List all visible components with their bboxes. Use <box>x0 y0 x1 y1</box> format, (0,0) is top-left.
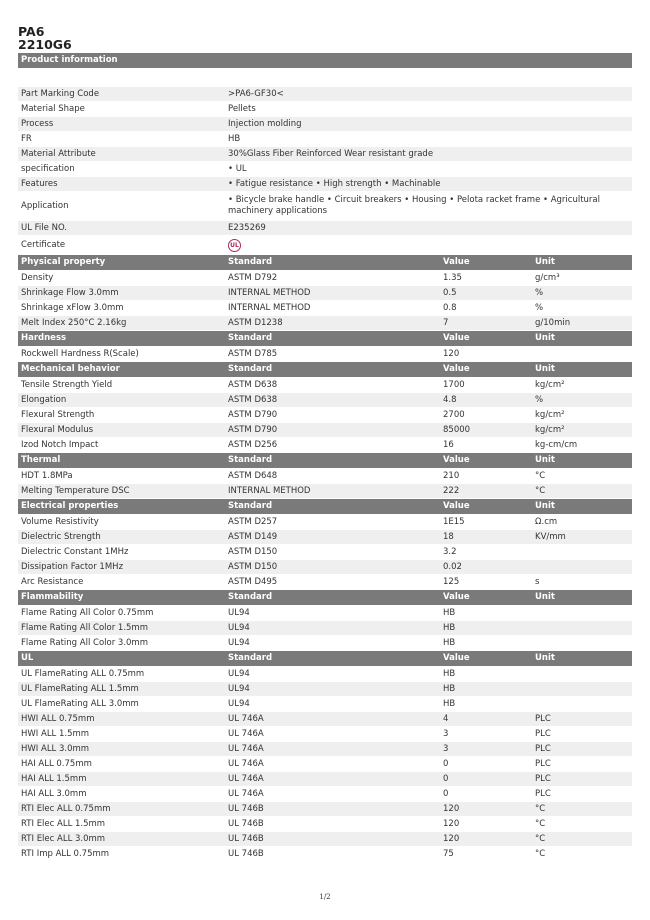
property-unit: g/10min <box>535 318 571 328</box>
section-header <box>18 651 632 666</box>
property-unit: PLC <box>535 714 551 724</box>
property-name: Dissipation Factor 1MHz <box>21 562 124 572</box>
property-unit <box>535 682 632 696</box>
section-title: Thermal <box>21 455 61 465</box>
property-row <box>18 787 632 801</box>
property-value: 120 <box>443 819 460 829</box>
property-value: 7 <box>443 318 449 328</box>
property-standard: ASTM D149 <box>228 532 278 542</box>
property-standard: UL 746B <box>228 834 264 844</box>
property-row <box>18 271 632 285</box>
property-value: 222 <box>443 486 460 496</box>
property-row <box>18 575 632 589</box>
property-unit: kg-cm/cm <box>535 440 578 450</box>
info-label: Material Shape <box>21 104 85 114</box>
property-standard: UL 746B <box>228 849 264 859</box>
property-value: 0 <box>443 759 449 769</box>
property-value: 1700 <box>443 380 465 390</box>
info-label: Part Marking Code <box>21 89 100 99</box>
info-value: Injection molding <box>228 119 302 129</box>
property-standard: INTERNAL METHOD <box>228 288 311 298</box>
property-name: Tensile Strength Yield <box>21 380 113 390</box>
product-info-header: Product information <box>18 53 632 68</box>
property-standard: UL 746B <box>228 819 264 829</box>
property-name: Flame Rating All Color 1.5mm <box>21 623 148 633</box>
property-row <box>18 560 632 574</box>
column-header-standard: Standard <box>228 364 273 374</box>
property-value: 3 <box>443 744 449 754</box>
property-row <box>18 832 632 846</box>
property-name: RTI Elec ALL 0.75mm <box>21 804 111 814</box>
info-row <box>18 147 632 161</box>
section-header <box>18 331 632 346</box>
section-title: UL <box>21 653 34 663</box>
property-value: 0 <box>443 774 449 784</box>
column-header-value: Value <box>443 333 470 343</box>
property-standard: INTERNAL METHOD <box>228 303 311 313</box>
property-row <box>18 636 632 650</box>
property-unit: PLC <box>535 744 551 754</box>
section-header <box>18 453 632 468</box>
info-row <box>18 177 632 191</box>
column-header-unit: Unit <box>535 257 555 267</box>
property-standard: ASTM D150 <box>228 562 278 572</box>
property-unit <box>535 606 632 620</box>
column-header-standard: Standard <box>228 653 273 663</box>
info-value: • Fatigue resistance • High strength • Machinable <box>228 179 441 189</box>
info-value: 30%Glass Fiber Reinforced Wear resistant grade <box>228 149 434 159</box>
property-standard: ASTM D638 <box>228 395 278 405</box>
property-name: Density <box>21 273 54 283</box>
property-standard: UL94 <box>228 623 250 633</box>
property-name: HWI ALL 1.5mm <box>21 729 90 739</box>
property-name: HWI ALL 3.0mm <box>21 744 90 754</box>
property-name: Melting Temperature DSC <box>21 486 130 496</box>
property-value: HB <box>443 623 456 633</box>
column-header-unit: Unit <box>535 653 555 663</box>
property-standard: UL 746A <box>228 774 264 784</box>
property-unit: PLC <box>535 729 551 739</box>
property-row <box>18 757 632 771</box>
property-name: HWI ALL 0.75mm <box>21 714 95 724</box>
property-name: Flexural Modulus <box>21 425 94 435</box>
property-name: Rockwell Hardness R(Scale) <box>21 349 139 359</box>
info-value: Pellets <box>228 104 256 114</box>
property-unit: °C <box>535 819 546 829</box>
property-row <box>18 606 632 620</box>
property-name: Flexural Strength <box>21 410 95 420</box>
property-standard: ASTM D638 <box>228 380 278 390</box>
property-row <box>18 423 632 437</box>
info-label: Features <box>21 179 58 189</box>
property-row <box>18 378 632 392</box>
property-name: RTI Elec ALL 1.5mm <box>21 819 106 829</box>
property-name: Dielectric Strength <box>21 532 101 542</box>
info-label: Material Attribute <box>21 149 96 159</box>
property-value: HB <box>443 608 456 618</box>
section-header <box>18 255 632 270</box>
property-name: HAI ALL 3.0mm <box>21 789 87 799</box>
section-header <box>18 499 632 514</box>
column-header-value: Value <box>443 364 470 374</box>
property-value: 1E15 <box>443 517 465 527</box>
spacer <box>18 68 632 87</box>
info-label: Process <box>21 119 54 129</box>
property-unit: PLC <box>535 774 551 784</box>
property-value: 18 <box>443 532 454 542</box>
property-name: RTI Imp ALL 0.75mm <box>21 849 110 859</box>
property-row <box>18 802 632 816</box>
property-value: 120 <box>443 349 460 359</box>
property-name: HAI ALL 0.75mm <box>21 759 92 769</box>
property-row <box>18 621 632 635</box>
property-unit: g/cm³ <box>535 273 560 283</box>
property-unit <box>535 636 632 650</box>
property-name: HDT 1.8MPa <box>21 471 73 481</box>
property-name: Dielectric Constant 1MHz <box>21 547 129 557</box>
property-unit: kg/cm² <box>535 410 565 420</box>
property-standard: UL 746A <box>228 714 264 724</box>
section-title: Electrical properties <box>21 501 119 511</box>
property-standard: UL94 <box>228 699 250 709</box>
datasheet-page <box>18 25 632 862</box>
property-unit <box>535 560 632 574</box>
property-unit: PLC <box>535 789 551 799</box>
info-row <box>18 221 632 235</box>
info-value: • Bicycle brake handle • Circuit breakers • Housing • Pelota racket frame • Agricultural machinery applications <box>228 195 600 216</box>
property-unit: kg/cm² <box>535 380 565 390</box>
info-label: FR <box>21 134 32 144</box>
property-unit: °C <box>535 849 546 859</box>
property-row <box>18 772 632 786</box>
property-unit: % <box>535 288 544 298</box>
info-value: >PA6-GF30< <box>228 89 284 99</box>
column-header-unit: Unit <box>535 455 555 465</box>
property-unit: kg/cm² <box>535 425 565 435</box>
property-standard: UL 746A <box>228 789 264 799</box>
info-value: • UL <box>228 164 247 174</box>
property-standard: UL94 <box>228 684 250 694</box>
column-header-standard: Standard <box>228 592 273 602</box>
property-row <box>18 316 632 330</box>
property-row <box>18 286 632 300</box>
property-standard: UL94 <box>228 669 250 679</box>
property-unit: s <box>535 577 540 587</box>
property-standard: ASTM D257 <box>228 517 278 527</box>
property-standard: ASTM D785 <box>228 349 278 359</box>
info-row <box>18 102 632 116</box>
property-unit <box>535 697 632 711</box>
property-unit <box>535 347 632 361</box>
property-row <box>18 545 632 559</box>
property-name: Flame Rating All Color 3.0mm <box>21 638 148 648</box>
info-value: HB <box>228 134 241 144</box>
property-unit: °C <box>535 471 546 481</box>
property-value: HB <box>443 699 456 709</box>
property-value: 125 <box>443 577 460 587</box>
section-header <box>18 590 632 605</box>
info-label: specification <box>21 164 75 174</box>
property-value: 1.35 <box>443 273 462 283</box>
property-unit: °C <box>535 834 546 844</box>
section-header <box>18 362 632 377</box>
column-header-value: Value <box>443 653 470 663</box>
property-name: Melt Index 250°C 2.16kg <box>21 318 127 328</box>
property-unit: PLC <box>535 759 551 769</box>
property-unit: °C <box>535 804 546 814</box>
property-value: 210 <box>443 471 460 481</box>
property-name: UL FlameRating ALL 3.0mm <box>21 699 139 709</box>
property-standard: ASTM D648 <box>228 471 278 481</box>
property-value: 0.5 <box>443 288 457 298</box>
property-value: 4.8 <box>443 395 457 405</box>
property-standard: ASTM D495 <box>228 577 278 587</box>
info-label: UL File NO. <box>21 223 67 233</box>
column-header-standard: Standard <box>228 257 273 267</box>
property-value: HB <box>443 684 456 694</box>
property-name: Flame Rating All Color 0.75mm <box>21 608 154 618</box>
property-value: 0.8 <box>443 303 457 313</box>
property-value: 4 <box>443 714 449 724</box>
property-value: 85000 <box>443 425 471 435</box>
info-row <box>18 236 632 254</box>
property-value: 120 <box>443 804 460 814</box>
property-row <box>18 393 632 407</box>
property-unit <box>535 621 632 635</box>
property-unit <box>535 667 632 681</box>
property-row <box>18 742 632 756</box>
property-row <box>18 469 632 483</box>
column-header-unit: Unit <box>535 592 555 602</box>
property-name: Shrinkage xFlow 3.0mm <box>21 303 124 313</box>
ul-certification-icon: UL <box>228 239 241 252</box>
property-row <box>18 438 632 452</box>
info-row <box>18 162 632 176</box>
property-row <box>18 515 632 529</box>
property-row <box>18 484 632 498</box>
info-row <box>18 132 632 146</box>
property-value: 75 <box>443 849 454 859</box>
property-standard: ASTM D790 <box>228 410 278 420</box>
property-row <box>18 530 632 544</box>
property-standard: UL94 <box>228 608 250 618</box>
property-value: 0 <box>443 789 449 799</box>
property-standard: UL 746A <box>228 744 264 754</box>
property-value: 16 <box>443 440 454 450</box>
property-unit: % <box>535 303 544 313</box>
property-standard: ASTM D790 <box>228 425 278 435</box>
property-standard: INTERNAL METHOD <box>228 486 311 496</box>
property-name: HAI ALL 1.5mm <box>21 774 87 784</box>
property-standard: ASTM D256 <box>228 440 278 450</box>
info-row <box>18 192 632 220</box>
property-name: UL FlameRating ALL 1.5mm <box>21 684 139 694</box>
property-value: 120 <box>443 834 460 844</box>
column-header-standard: Standard <box>228 455 273 465</box>
property-row <box>18 408 632 422</box>
column-header-unit: Unit <box>535 501 555 511</box>
property-standard: ASTM D792 <box>228 273 278 283</box>
info-row <box>18 87 632 101</box>
product-grade: 2210G6 <box>18 37 72 52</box>
property-name: Izod Notch Impact <box>21 440 99 450</box>
property-value: 3.2 <box>443 547 457 557</box>
column-header-standard: Standard <box>228 501 273 511</box>
section-title: Physical property <box>21 257 106 267</box>
property-value: 0.02 <box>443 562 462 572</box>
property-row <box>18 697 632 711</box>
property-name: Elongation <box>21 395 67 405</box>
property-row <box>18 727 632 741</box>
property-value: HB <box>443 669 456 679</box>
property-standard: UL94 <box>228 638 250 648</box>
property-name: RTI Elec ALL 3.0mm <box>21 834 106 844</box>
property-standard: UL 746B <box>228 804 264 814</box>
column-header-value: Value <box>443 455 470 465</box>
section-title: Hardness <box>21 333 67 343</box>
info-value: E235269 <box>228 223 266 233</box>
column-header-value: Value <box>443 501 470 511</box>
info-value <box>228 238 632 253</box>
column-header-standard: Standard <box>228 333 273 343</box>
product-info-table <box>18 87 632 254</box>
property-row <box>18 667 632 681</box>
property-name: UL FlameRating ALL 0.75mm <box>21 669 145 679</box>
property-unit: °C <box>535 486 546 496</box>
property-standard: UL 746A <box>228 729 264 739</box>
property-row <box>18 817 632 831</box>
column-header-value: Value <box>443 257 470 267</box>
page-number: 1/2 <box>319 893 331 901</box>
properties-table <box>18 255 632 861</box>
section-title: Mechanical behavior <box>21 364 120 374</box>
property-row <box>18 347 632 361</box>
property-unit: KV/mm <box>535 532 566 542</box>
property-unit: Ω.cm <box>535 517 558 527</box>
property-standard: ASTM D1238 <box>228 318 283 328</box>
property-row <box>18 301 632 315</box>
section-title: Flammability <box>21 592 84 602</box>
product-family: PA6 <box>18 24 45 39</box>
property-standard: ASTM D150 <box>228 547 278 557</box>
property-unit <box>535 545 632 559</box>
column-header-unit: Unit <box>535 364 555 374</box>
property-name: Arc Resistance <box>21 577 84 587</box>
property-row <box>18 682 632 696</box>
property-name: Volume Resistivity <box>21 517 99 527</box>
property-name: Shrinkage Flow 3.0mm <box>21 288 119 298</box>
property-value: 2700 <box>443 410 465 420</box>
info-row <box>18 117 632 131</box>
property-value: 3 <box>443 729 449 739</box>
column-header-value: Value <box>443 592 470 602</box>
property-unit: % <box>535 395 544 405</box>
property-row <box>18 847 632 861</box>
property-row <box>18 712 632 726</box>
info-label: Application <box>21 201 69 211</box>
property-standard: UL 746A <box>228 759 264 769</box>
column-header-unit: Unit <box>535 333 555 343</box>
info-label: Certificate <box>21 240 66 250</box>
property-value: HB <box>443 638 456 648</box>
